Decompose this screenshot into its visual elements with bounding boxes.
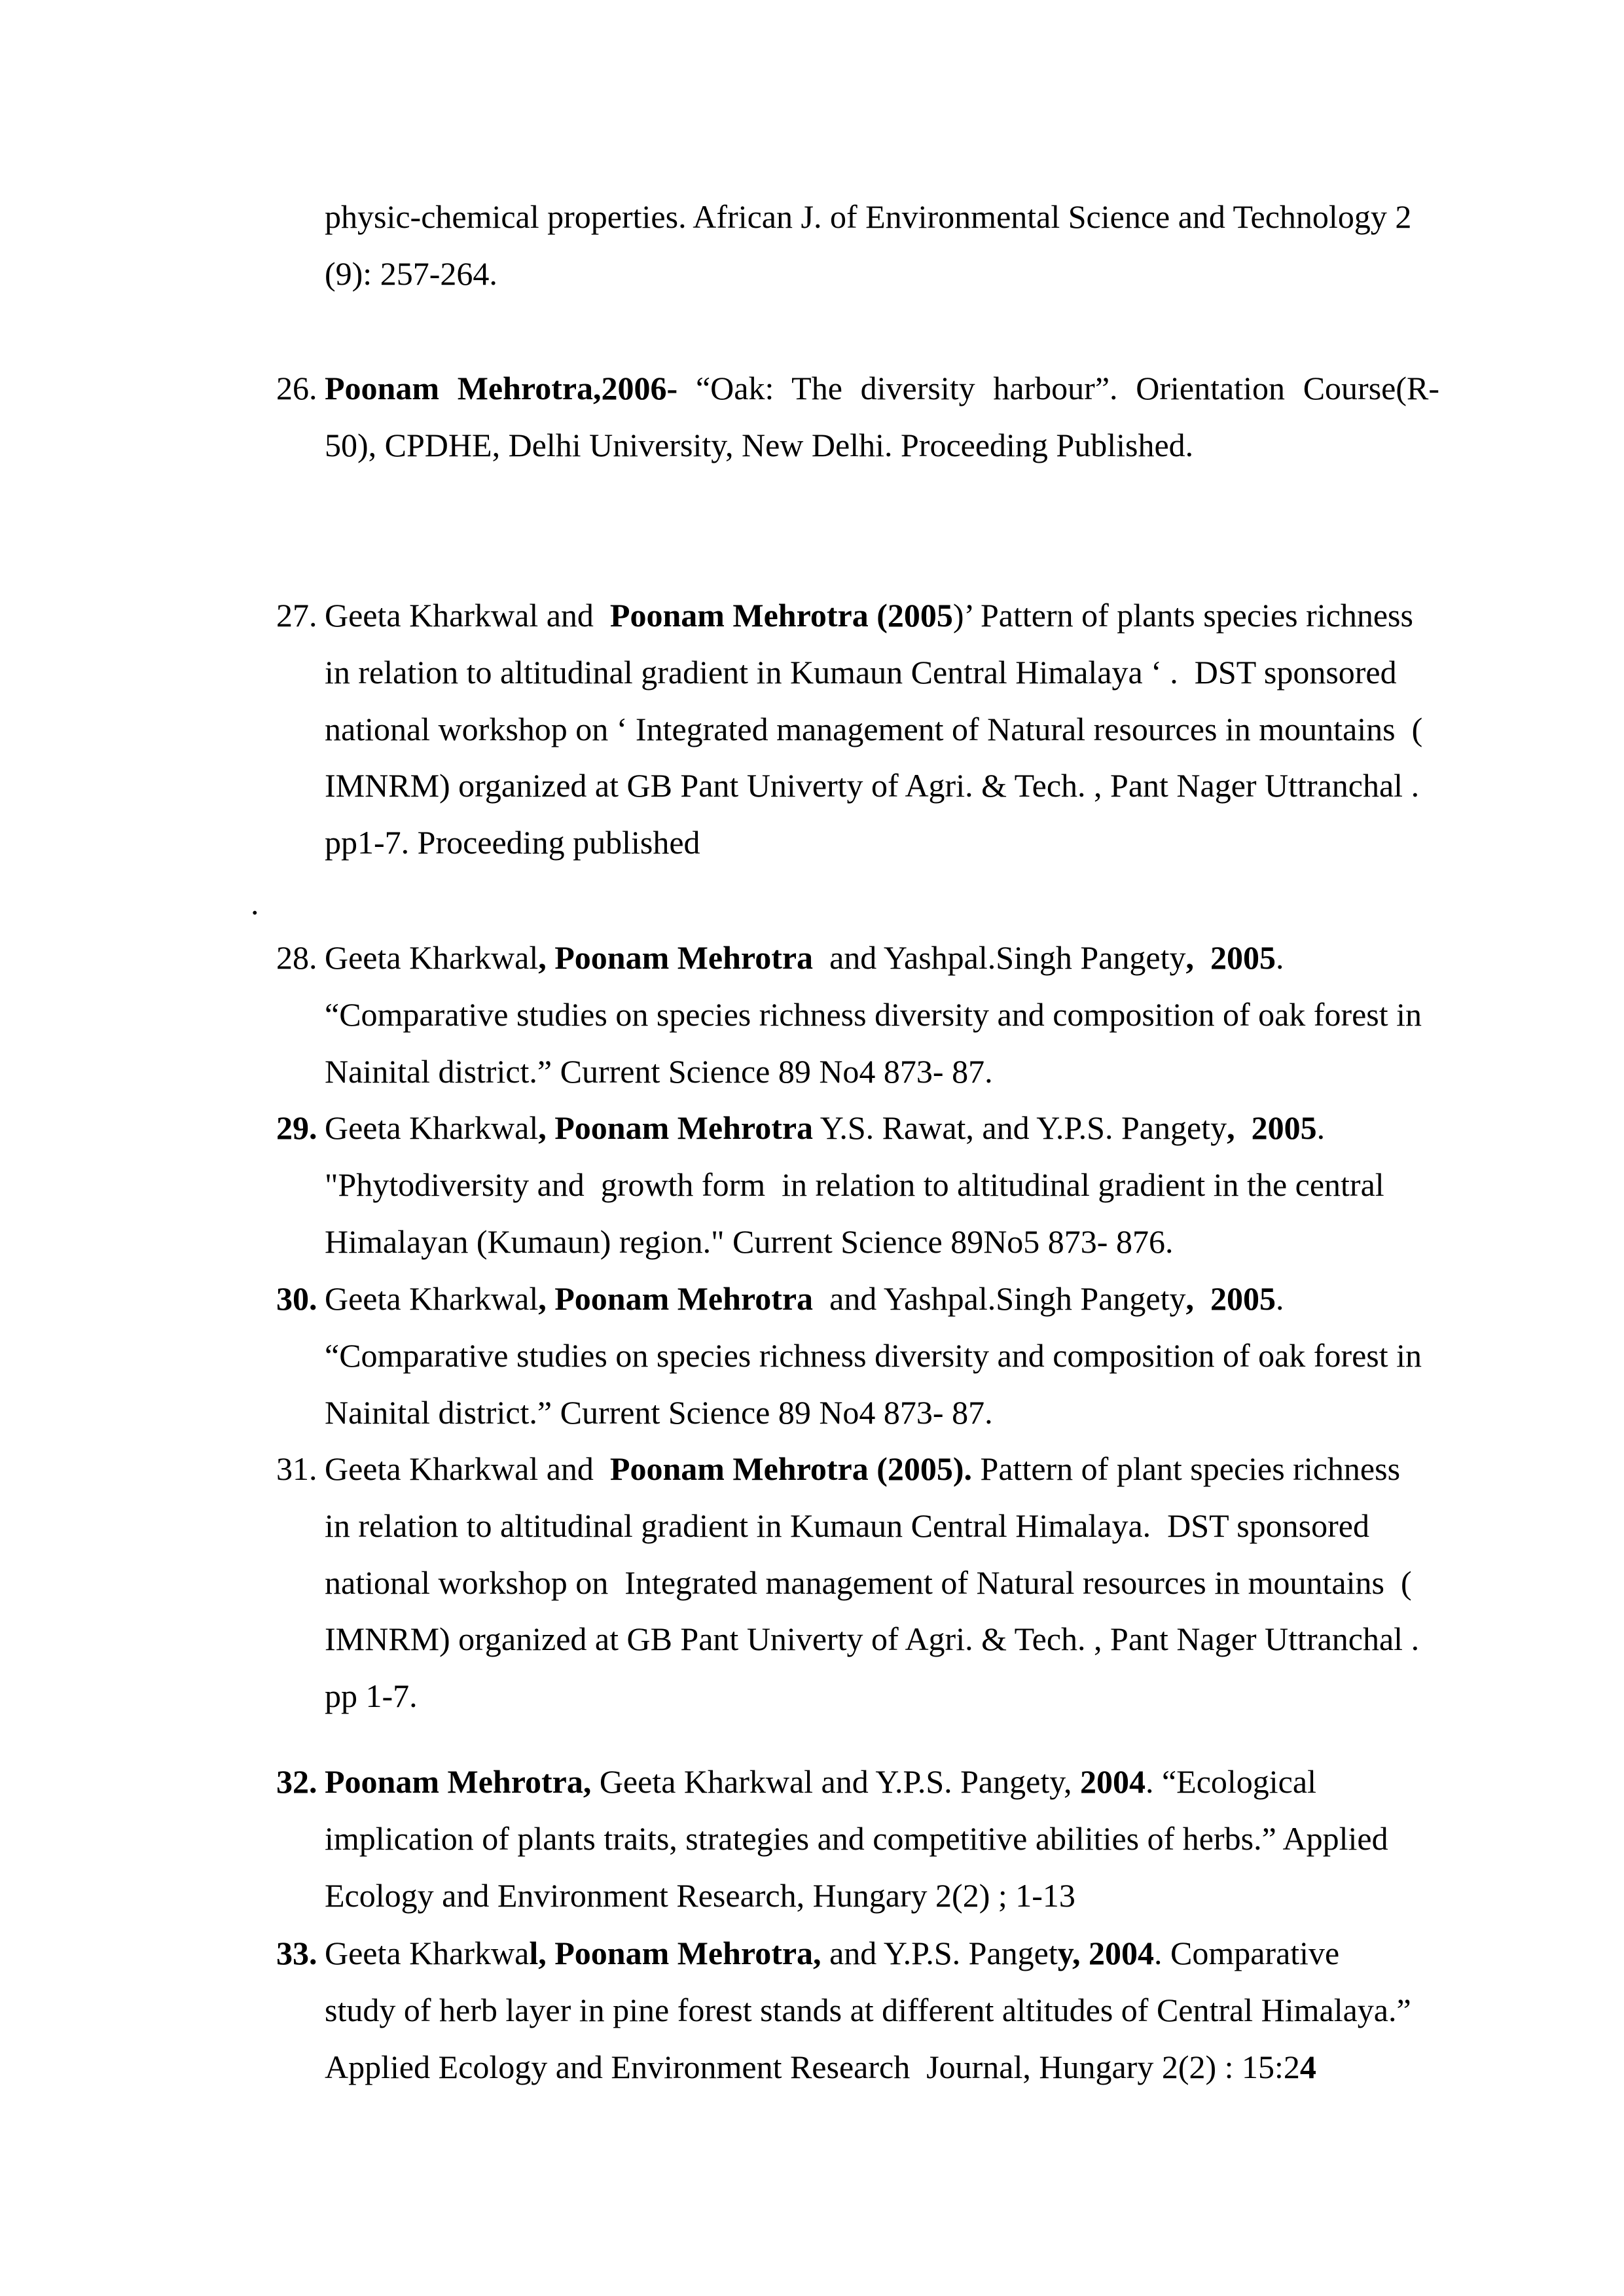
text-run: . bbox=[1316, 1109, 1326, 1146]
text-run: . bbox=[1276, 1280, 1284, 1317]
text-run: study of herb layer in pine forest stands at different altitudes of Central Himalaya.” bbox=[325, 1991, 1411, 2028]
text-run: IMNRM) organized at GB Pant Univerty of Agri. & Tech. , Pant Nager Uttranchal . bbox=[325, 767, 1420, 804]
text-run: IMNRM) organized at GB Pant Univerty of Agri. & Tech. , Pant Nager Uttranchal . bbox=[325, 1621, 1420, 1658]
bold-run: , Poonam Mehrotra bbox=[538, 1280, 814, 1317]
text-line bbox=[276, 1810, 1439, 1867]
text-line bbox=[276, 1213, 1439, 1270]
text-run: national workshop on ‘ Integrated management of Natural resources in mountains ( bbox=[325, 710, 1423, 747]
text-run: Ecology and Environment Research, Hungary 2(2) ; 1-13 bbox=[325, 1876, 1075, 1914]
text-run: “Oak: The diversity harbour”. Orientation Course(R- bbox=[677, 370, 1439, 406]
text-line bbox=[276, 587, 1439, 644]
reference-entry-27 bbox=[276, 587, 1439, 871]
text-run: and Yashpal.Singh Pangety bbox=[813, 1280, 1186, 1317]
reference-entry-26 bbox=[276, 360, 1439, 474]
text-line bbox=[276, 188, 1439, 245]
bold-run: , 2005 bbox=[1185, 939, 1276, 976]
entry-number: 29. bbox=[276, 1109, 317, 1146]
text-line bbox=[276, 417, 1439, 474]
text-run: Himalayan (Kumaun) region." Current Science 89No5 873- 876. bbox=[325, 1223, 1174, 1260]
text-run: . Comparative bbox=[1153, 1935, 1340, 1971]
text-run: Pattern of plant species richness bbox=[972, 1450, 1401, 1487]
text-run: Geeta Kharkwal bbox=[325, 1280, 539, 1317]
text-line bbox=[276, 1867, 1439, 1924]
bold-run: Poonam Mehrotra (2005 bbox=[609, 597, 953, 634]
text-line bbox=[276, 1100, 1439, 1157]
bold-run: 2004 bbox=[1079, 1763, 1146, 1800]
bold-run: , Poonam Mehrotra bbox=[538, 1109, 814, 1146]
text-line bbox=[276, 1270, 1439, 1327]
text-line bbox=[276, 814, 1439, 871]
text-line bbox=[276, 929, 1439, 986]
reference-entry-31 bbox=[276, 1441, 1439, 1725]
entry-number: 28. bbox=[276, 939, 317, 976]
text-line bbox=[276, 1753, 1439, 1810]
reference-entry-30 bbox=[276, 1270, 1439, 1441]
text-run: . “Ecological bbox=[1145, 1763, 1316, 1800]
text-run: Geeta Kharkwal and Y.P.S. Pangety, bbox=[591, 1763, 1080, 1800]
text-run: Geeta Kharkwal bbox=[325, 939, 539, 976]
text-run: pp 1-7. bbox=[325, 1677, 418, 1715]
text-run: “Comparative studies on species richness diversity and composition of oak forest in bbox=[325, 1336, 1422, 1374]
text-run: “Comparative studies on species richness diversity and composition of oak forest in bbox=[325, 996, 1422, 1033]
text-line bbox=[276, 757, 1439, 814]
reference-entry-32 bbox=[276, 1753, 1439, 1924]
bold-run: , 2005 bbox=[1227, 1109, 1317, 1146]
entry-number: 27. bbox=[276, 597, 317, 634]
text-line bbox=[276, 1982, 1439, 2039]
text-run: )’ Pattern of plants species richness bbox=[952, 597, 1413, 634]
bold-run: Poonam Mehrotra,2006- bbox=[325, 370, 678, 406]
text-run: Y.S. Rawat, and Y.P.S. Pangety bbox=[813, 1109, 1227, 1146]
reference-entry-33 bbox=[276, 1925, 1439, 2095]
text-run: Nainital district.” Current Science 89 No4 873- 87. bbox=[325, 1393, 993, 1431]
text-line bbox=[276, 1554, 1439, 1611]
text-line bbox=[276, 1157, 1439, 1213]
bold-run: 4 bbox=[1299, 2048, 1316, 2085]
entry-number: 33. bbox=[276, 1935, 317, 1971]
text-run: (9): 257-264. bbox=[325, 255, 497, 292]
entry-number: 26. bbox=[276, 370, 317, 406]
entry-number: 32. bbox=[276, 1763, 317, 1800]
text-line bbox=[276, 1925, 1439, 1982]
text-run: Geeta Kharkwal bbox=[325, 1109, 539, 1146]
text-run: national workshop on Integrated management of Natural resources in mountains ( bbox=[325, 1564, 1412, 1601]
text-line bbox=[276, 1611, 1439, 1668]
entry-number: 31. bbox=[276, 1450, 317, 1487]
text-run: Geeta Kharkwal and bbox=[325, 597, 610, 634]
bold-run: Poonam Mehrotra, bbox=[325, 1763, 592, 1800]
text-run: pp1-7. Proceeding published bbox=[325, 824, 700, 861]
text-line bbox=[276, 701, 1439, 758]
bold-run: , 2005 bbox=[1185, 1280, 1276, 1317]
text-line bbox=[276, 1384, 1439, 1441]
text-line bbox=[276, 245, 1439, 302]
text-run: in relation to altitudinal gradient in Kumaun Central Himalaya ‘ . DST sponsored bbox=[325, 653, 1397, 691]
text-line bbox=[276, 1441, 1439, 1498]
bold-run: Poonam Mehrotra (2005). bbox=[609, 1450, 973, 1487]
text-line bbox=[276, 360, 1439, 417]
reference-continuation bbox=[276, 188, 1439, 302]
bold-run: l, Poonam Mehrotra, bbox=[529, 1935, 821, 1971]
text-run: Geeta Kharkwal and bbox=[325, 1450, 610, 1487]
text-run: and Y.P.S. Panget bbox=[821, 1935, 1058, 1971]
reference-entry-29 bbox=[276, 1100, 1439, 1270]
text-run: in relation to altitudinal gradient in Kumaun Central Himalaya. DST sponsored bbox=[325, 1507, 1369, 1544]
text-run: physic-chemical properties. African J. of Environmental Science and Technology 2 bbox=[325, 198, 1412, 235]
entry-number: 30. bbox=[276, 1280, 317, 1317]
text-run: Geeta Kharkwa bbox=[325, 1935, 530, 1971]
text-run: and Yashpal.Singh Pangety bbox=[813, 939, 1186, 976]
text-line bbox=[276, 1668, 1439, 1725]
text-line bbox=[276, 1327, 1439, 1384]
bold-run: y, 2004 bbox=[1057, 1935, 1154, 1971]
text-run: Nainital district.” Current Science 89 No4 873- 87. bbox=[325, 1052, 993, 1090]
text-line bbox=[276, 644, 1439, 701]
text-run: Applied Ecology and Environment Research Journal, Hungary 2(2) : 15:2 bbox=[325, 2048, 1300, 2085]
text-run: 50), CPDHE, Delhi University, New Delhi. Proceeding Published. bbox=[325, 426, 1194, 463]
stray-mark: . bbox=[251, 885, 259, 922]
text-line bbox=[276, 1043, 1439, 1100]
text-run: "Phytodiversity and growth form in relation to altitudinal gradient in the central bbox=[325, 1166, 1384, 1203]
text-run: . bbox=[1276, 939, 1284, 976]
bold-run: , Poonam Mehrotra bbox=[538, 939, 814, 976]
text-run: implication of plants traits, strategies and competitive abilities of herbs.” Applied bbox=[325, 1820, 1388, 1857]
text-line bbox=[276, 1498, 1439, 1554]
reference-entry-28 bbox=[276, 929, 1439, 1100]
text-line bbox=[276, 2039, 1439, 2096]
text-line bbox=[276, 986, 1439, 1043]
